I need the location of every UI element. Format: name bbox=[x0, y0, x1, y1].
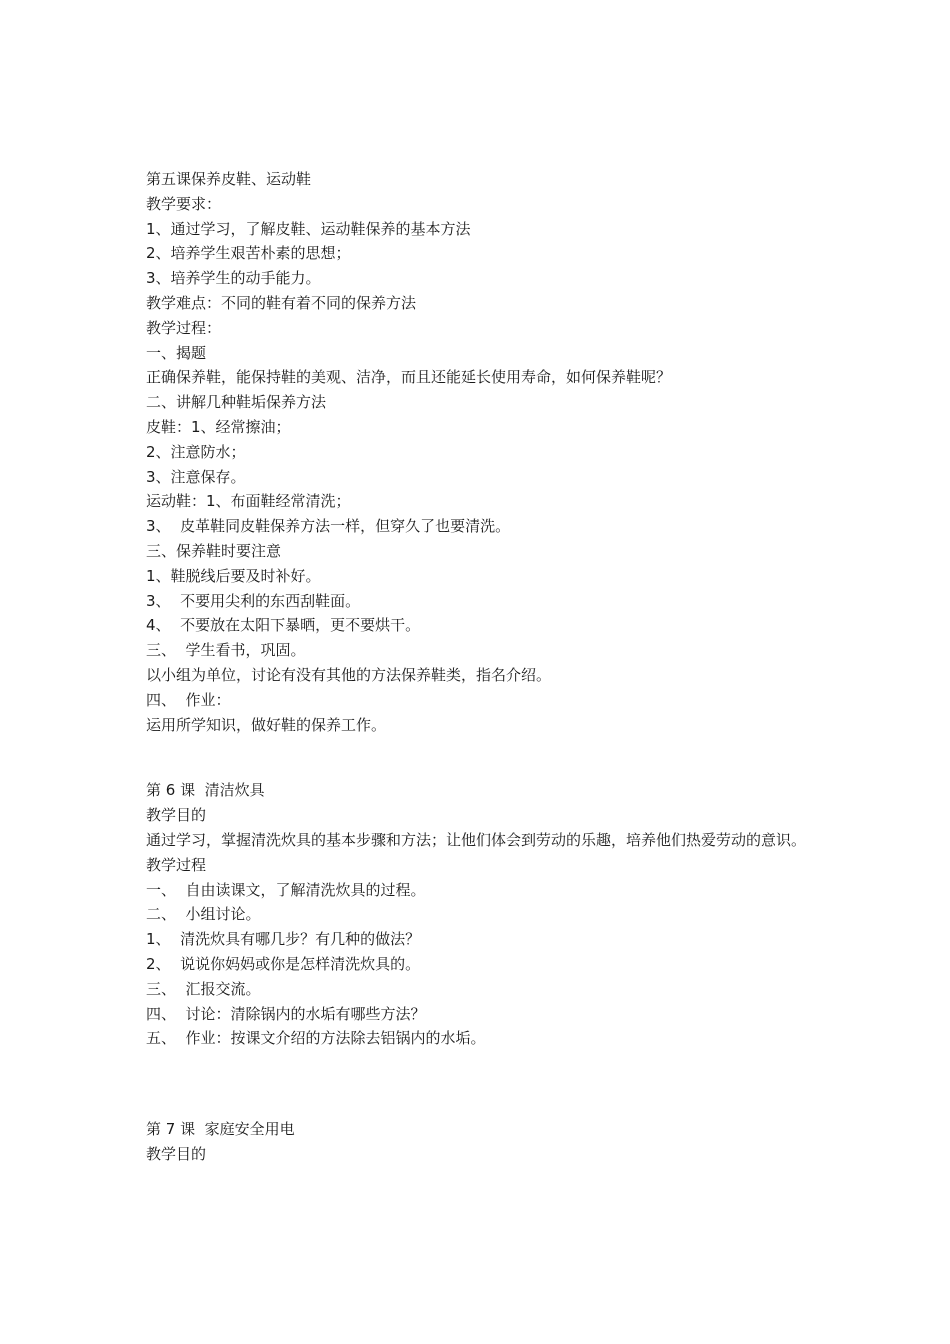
lesson-6 bbox=[146, 778, 826, 1051]
text-line: 一、揭题 bbox=[146, 343, 207, 362]
section-spacer bbox=[146, 737, 826, 778]
text-line: 四、 讨论：清除锅内的水垢有哪些方法？ bbox=[146, 1004, 426, 1023]
text-line: 四、 作业： bbox=[146, 690, 231, 709]
text-line: 教学难点：不同的鞋有着不同的保养方法 bbox=[146, 293, 417, 312]
text-line: 运用所学知识，做好鞋的保养工作。 bbox=[146, 715, 387, 734]
text-line: 三、保养鞋时要注意 bbox=[146, 541, 282, 560]
text-line: 2、注意防水； bbox=[146, 442, 246, 461]
lesson-7 bbox=[146, 1117, 826, 1167]
text-paragraph: 通过学习，掌握清洗炊具的基本步骤和方法；让他们体会到劳动的乐趣，培养他们热爱劳动的意识。 bbox=[146, 830, 807, 849]
text-line: 皮鞋：1、经常擦油； bbox=[146, 417, 291, 436]
text-line: 1、 清洗炊具有哪几步？有几种的做法？ bbox=[146, 930, 421, 949]
text-line: 二、 小组讨论。 bbox=[146, 905, 261, 924]
text-line: 3、注意保存。 bbox=[146, 467, 246, 486]
section-spacer bbox=[146, 1051, 826, 1117]
text-line: 3、 不要用尖利的东西刮鞋面。 bbox=[146, 591, 361, 610]
section-heading: 教学过程： bbox=[146, 318, 222, 337]
lesson-title: 第五课保养皮鞋、运动鞋 bbox=[146, 170, 312, 188]
text-line: 2、培养学生艰苦朴素的思想； bbox=[146, 244, 351, 263]
text-line: 五、 作业：按课文介绍的方法除去铝锅内的水垢。 bbox=[146, 1029, 486, 1048]
text-line: 三、 学生看书，巩固。 bbox=[146, 641, 306, 660]
text-line: 2、 说说你妈妈或你是怎样清洗炊具的。 bbox=[146, 954, 421, 973]
lesson-title: 第 6 课 清洁炊具 bbox=[146, 781, 265, 800]
text-line: 一、 自由读课文，了解清洗炊具的过程。 bbox=[146, 880, 426, 899]
text-line: 4、 不要放在太阳下暴晒，更不要烘干。 bbox=[146, 616, 421, 635]
text-line: 3、 皮革鞋同皮鞋保养方法一样，但穿久了也要清洗。 bbox=[146, 517, 511, 536]
section-heading: 教学目的 bbox=[146, 1144, 207, 1163]
text-line: 以小组为单位，讨论有没有其他的方法保养鞋类，指名介绍。 bbox=[146, 665, 552, 684]
section-heading: 教学要求： bbox=[146, 194, 222, 213]
lesson-5 bbox=[146, 167, 826, 737]
document-body bbox=[146, 167, 826, 1167]
text-line: 二、讲解几种鞋垢保养方法 bbox=[146, 393, 327, 412]
text-line: 三、 汇报交流。 bbox=[146, 979, 261, 998]
text-line: 3、培养学生的动手能力。 bbox=[146, 269, 321, 288]
text-line: 1、鞋脱线后要及时补好。 bbox=[146, 566, 321, 585]
text-line: 正确保养鞋，能保持鞋的美观、洁净，而且还能延长使用寿命，如何保养鞋呢？ bbox=[146, 368, 672, 387]
section-heading: 教学过程 bbox=[146, 855, 207, 874]
lesson-title: 第 7 课 家庭安全用电 bbox=[146, 1120, 295, 1139]
text-line: 1、通过学习，了解皮鞋、运动鞋保养的基本方法 bbox=[146, 219, 471, 238]
section-heading: 教学目的 bbox=[146, 806, 207, 825]
text-line: 运动鞋：1、布面鞋经常清洗； bbox=[146, 492, 351, 511]
